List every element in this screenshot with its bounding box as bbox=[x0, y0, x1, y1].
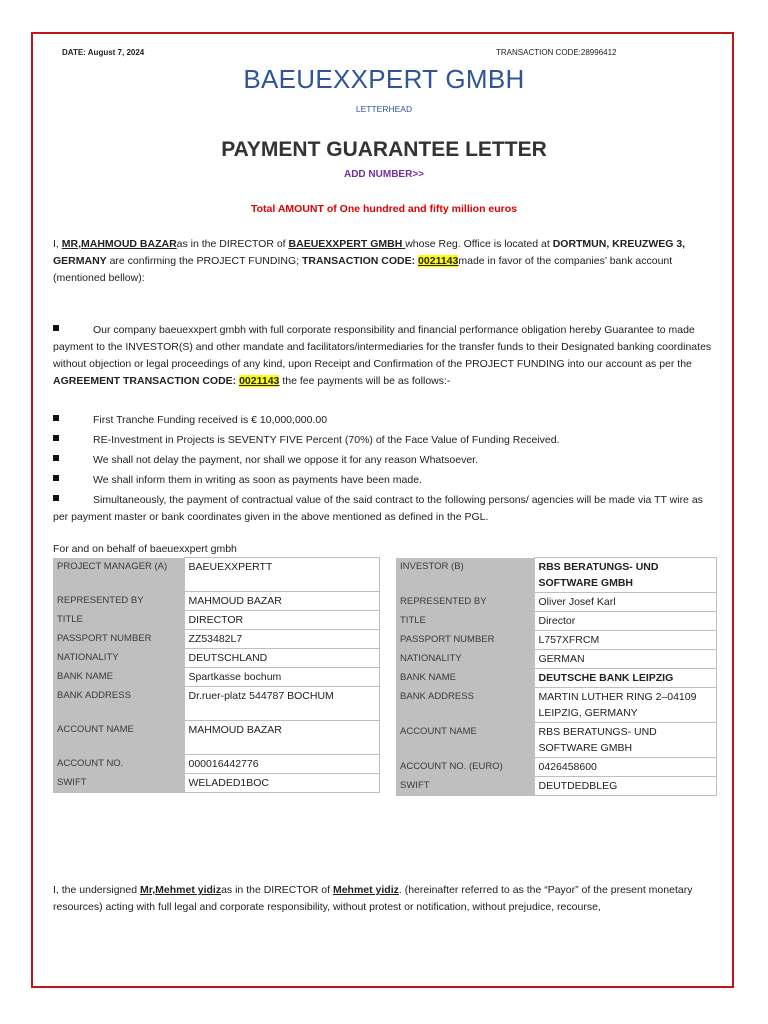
letterhead-label: LETTERHEAD bbox=[355, 104, 413, 114]
table-row bbox=[396, 631, 716, 650]
table-value-cell: L757XFRCM bbox=[534, 631, 716, 650]
list-item-text: First Tranche Funding received is € 10,000,000.00 bbox=[93, 414, 328, 426]
table-row bbox=[53, 611, 379, 630]
director-name: MR,MAHMOUD BAZAR bbox=[61, 238, 177, 250]
table-label-cell: ACCOUNT NAME bbox=[396, 723, 534, 758]
table-row bbox=[396, 777, 716, 796]
table-value-cell: GERMAN bbox=[534, 650, 716, 669]
table-row bbox=[396, 669, 716, 688]
table-row bbox=[396, 688, 716, 723]
office-address: DORTMUN, KREUZWEG 3, GERMANY bbox=[53, 238, 686, 267]
intro-text: I, bbox=[53, 238, 62, 250]
table-label-cell: BANK NAME bbox=[53, 668, 184, 687]
table-value-cell: MAHMOUD BAZAR bbox=[184, 721, 379, 755]
table-label-cell: PASSPORT NUMBER bbox=[53, 630, 184, 649]
list-item-text: Simultaneously, the payment of contractual value of the said contract to the following persons/ agencies will be made via TT wire as per payment master or bank coordinates given in the above mentioned as defined in the PGL. bbox=[53, 494, 703, 523]
transaction-code-label: TRANSACTION CODE: bbox=[301, 255, 419, 267]
table-row bbox=[53, 668, 379, 687]
table-value-cell: Oliver Josef Karl bbox=[534, 593, 716, 612]
guarantee-paragraph bbox=[53, 322, 717, 390]
table-row bbox=[53, 592, 379, 611]
table-label-cell: ACCOUNT NO. bbox=[53, 755, 184, 774]
payor-text: I, the undersigned bbox=[53, 884, 140, 896]
table-label-cell: REPRESENTED BY bbox=[396, 593, 534, 612]
list-item-text: We shall inform them in writing as soon as payments have been made. bbox=[93, 474, 422, 486]
payor-text: as in the DIRECTOR of bbox=[221, 884, 333, 896]
square-bullet-icon bbox=[53, 475, 59, 481]
table-value-cell: 000016442776 bbox=[184, 755, 379, 774]
square-bullet-icon bbox=[53, 415, 59, 421]
payor-company: Mehmet yidiz bbox=[332, 884, 399, 896]
agreement-code-value: 0021143 bbox=[239, 375, 280, 387]
table-label-cell: TITLE bbox=[396, 612, 534, 631]
intro-text: made in favor of the companies’ bank account (mentioned bellow): bbox=[53, 255, 673, 284]
table-label-cell: SWIFT bbox=[53, 774, 184, 793]
transaction-code-value: 0021143 bbox=[418, 255, 459, 267]
project-manager-table bbox=[53, 557, 380, 793]
table-value-cell: ZZ53482L7 bbox=[184, 630, 379, 649]
table-label-cell: BANK NAME bbox=[396, 669, 534, 688]
agreement-code-label: AGREEMENT TRANSACTION CODE: bbox=[53, 375, 240, 387]
on-behalf-prefix: For and on behalf of bbox=[53, 543, 150, 555]
table-row bbox=[396, 593, 716, 612]
transaction-code-header: TRANSACTION CODE:28996412 bbox=[496, 48, 617, 57]
letter-title: PAYMENT GUARANTEE LETTER bbox=[221, 138, 547, 161]
table-row bbox=[396, 612, 716, 631]
table-label-cell: PROJECT MANAGER (A) bbox=[53, 558, 184, 592]
table-value-cell: WELADED1BOC bbox=[184, 774, 379, 793]
table-label-cell: BANK ADDRESS bbox=[396, 688, 534, 723]
total-amount-line: Total AMOUNT of One hundred and fifty million euros bbox=[251, 203, 517, 215]
table-row bbox=[53, 721, 379, 755]
table-row bbox=[396, 558, 716, 593]
company-name: BAEUEXXPERT GMBH bbox=[288, 238, 406, 250]
guarantee-text: Our company baeuexxpert gmbh with full corporate responsibility and financial performance obligation hereby Guarantee to made payment to the INVESTOR(S) and other mandate and facilitators/intermediaries for the transfer funds to their Designated banking coordinates without objection or legal proceedings of any kind, upon Receipt and Confirmation of the PROJECT FUNDING into our account as per the bbox=[53, 324, 712, 370]
table-value-cell: MAHMOUD BAZAR bbox=[184, 592, 379, 611]
table-label-cell: PASSPORT NUMBER bbox=[396, 631, 534, 650]
table-value-cell: RBS BERATUNGS- UND SOFTWARE GMBH bbox=[534, 558, 716, 593]
table-row bbox=[53, 649, 379, 668]
intro-text: whose Reg. Office is located at bbox=[405, 238, 553, 250]
square-bullet-icon bbox=[53, 495, 59, 501]
table-label-cell: ACCOUNT NO. (EURO) bbox=[396, 758, 534, 777]
square-bullet-icon bbox=[53, 325, 59, 331]
table-row bbox=[53, 687, 379, 721]
on-behalf-company: baeuexxpert gmbh bbox=[149, 543, 237, 555]
table-row bbox=[53, 755, 379, 774]
table-row bbox=[396, 650, 716, 669]
list-item bbox=[53, 432, 717, 452]
list-item bbox=[53, 492, 717, 526]
payor-text: . (hereinafter referred to as the “Payor” of the present monetary resources) acting with full legal and corporate responsibility, without protest or notification, without prejudice, recourse, bbox=[53, 884, 693, 913]
intro-paragraph bbox=[53, 236, 717, 287]
table-value-cell: BAEUEXXPERTT bbox=[184, 558, 379, 592]
table-row bbox=[396, 723, 716, 758]
list-item-text: We shall not delay the payment, nor shall we oppose it for any reason Whatsoever. bbox=[93, 454, 479, 466]
table-row bbox=[396, 758, 716, 777]
table-row bbox=[53, 630, 379, 649]
table-value-cell: DEUTSCHE BANK LEIPZIG bbox=[534, 669, 716, 688]
add-number-label: ADD NUMBER>> bbox=[343, 169, 424, 180]
table-value-cell: MARTIN LUTHER RING 2–04109 LEIPZIG, GERMANY bbox=[534, 688, 716, 723]
table-value-cell: Spartkasse bochum bbox=[184, 668, 379, 687]
payor-paragraph bbox=[53, 882, 717, 916]
table-value-cell: DIRECTOR bbox=[184, 611, 379, 630]
table-label-cell: SWIFT bbox=[396, 777, 534, 796]
table-value-cell: DEUTDEDBLEG bbox=[534, 777, 716, 796]
square-bullet-icon bbox=[53, 435, 59, 441]
table-value-cell: RBS BERATUNGS- UND SOFTWARE GMBH bbox=[534, 723, 716, 758]
table-row bbox=[53, 558, 379, 592]
payment-terms-list bbox=[53, 412, 717, 526]
list-item bbox=[53, 412, 717, 432]
table-label-cell: INVESTOR (B) bbox=[396, 558, 534, 593]
table-label-cell: REPRESENTED BY bbox=[53, 592, 184, 611]
table-label-cell: ACCOUNT NAME bbox=[53, 721, 184, 755]
letter-date: DATE: August 7, 2024 bbox=[62, 48, 145, 57]
list-item bbox=[53, 452, 717, 472]
guarantee-text: the fee payments will be as follows:- bbox=[279, 375, 451, 387]
payor-name: Mr,Mehmet yidiz bbox=[139, 884, 222, 896]
table-label-cell: NATIONALITY bbox=[396, 650, 534, 669]
square-bullet-icon bbox=[53, 455, 59, 461]
on-behalf-line bbox=[53, 543, 237, 555]
table-label-cell: BANK ADDRESS bbox=[53, 687, 184, 721]
table-label-cell: TITLE bbox=[53, 611, 184, 630]
table-value-cell: DEUTSCHLAND bbox=[184, 649, 379, 668]
table-row bbox=[53, 774, 379, 793]
list-item bbox=[53, 472, 717, 492]
table-label-cell: NATIONALITY bbox=[53, 649, 184, 668]
intro-text: are confirming the PROJECT FUNDING; bbox=[106, 255, 302, 267]
company-name-heading: BAEUEXXPERT GMBH bbox=[243, 64, 525, 94]
table-value-cell: Director bbox=[534, 612, 716, 631]
table-value-cell: Dr.ruer-platz 544787 BOCHUM bbox=[184, 687, 379, 721]
table-value-cell: 0426458600 bbox=[534, 758, 716, 777]
list-item-text: RE-Investment in Projects is SEVENTY FIVE Percent (70%) of the Face Value of Funding Received. bbox=[93, 434, 560, 446]
intro-text: as in the DIRECTOR of bbox=[176, 238, 289, 250]
investor-table bbox=[396, 557, 717, 796]
